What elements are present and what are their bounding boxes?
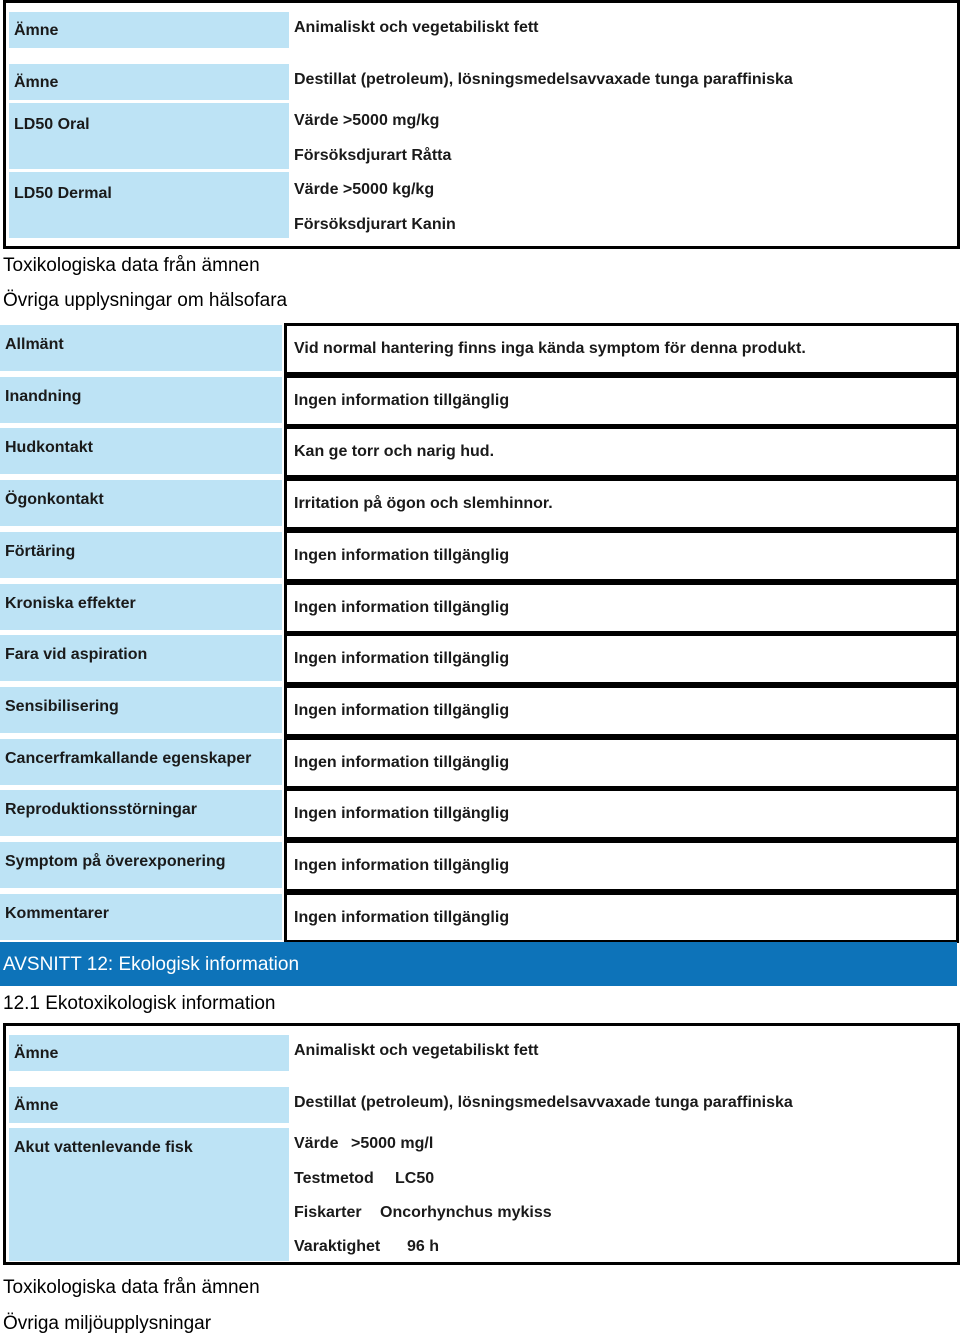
health-row-value: Ingen information tillgänglig (294, 754, 510, 771)
fish-key: Fiskarter (294, 1204, 362, 1221)
tox-row-label (9, 12, 289, 48)
tox-row-label-text: Ämne (14, 22, 59, 39)
fish-key: Varaktighet (294, 1238, 381, 1255)
health-row-value: Irritation på ögon och slemhinnor. (294, 495, 553, 512)
eco-row-label (9, 1035, 289, 1071)
health-row-value: Ingen information tillgänglig (294, 599, 510, 616)
health-row-value: Ingen information tillgänglig (294, 909, 510, 926)
health-row-label (0, 635, 282, 681)
health-row-value: Ingen information tillgänglig (294, 392, 510, 409)
health-row-label (0, 325, 282, 371)
health-row-label (0, 480, 282, 526)
health-row-value: Ingen information tillgänglig (294, 805, 510, 822)
fish-key: Värde (294, 1135, 339, 1152)
health-row-label (0, 584, 282, 630)
health-row-label-text: Inandning (5, 388, 82, 405)
tox-row-label-text: Ämne (14, 74, 59, 91)
tox-row-value: Värde >5000 kg/kg (294, 181, 435, 198)
health-row-label-text: Kroniska effekter (5, 595, 136, 612)
section-12-title: AVSNITT 12: Ekologisk information (3, 954, 300, 975)
health-row-label (0, 842, 282, 888)
tox-row-label (9, 172, 289, 238)
health-row-label-text: Sensibilisering (5, 698, 119, 715)
health-row-value: Vid normal hantering finns inga kända symptom för denna produkt. (294, 340, 806, 357)
tox-row-label-text: LD50 Dermal (14, 185, 112, 202)
tox-row-value: Värde >5000 mg/kg (294, 112, 440, 129)
fish-value: >5000 mg/l (351, 1135, 434, 1152)
section-12-bar (0, 942, 957, 986)
tox-row-value: Försöksdjurart Råtta (294, 147, 452, 164)
health-row-value: Ingen information tillgänglig (294, 547, 510, 564)
eco-row-label-text: Ämne (14, 1097, 59, 1114)
eco-fish-label-text: Akut vattenlevande fisk (14, 1139, 193, 1156)
tox-row-label-text: LD50 Oral (14, 116, 90, 133)
fish-value: 96 h (407, 1238, 440, 1255)
health-row-label-text: Hudkontakt (5, 439, 93, 456)
eco-fish-label (9, 1128, 289, 1261)
other-env-heading: Övriga miljöupplysningar (3, 1313, 212, 1334)
health-row-label-text: Symptom på överexponering (5, 853, 226, 870)
health-row-value: Ingen information tillgänglig (294, 857, 510, 874)
eco-row-value: Animaliskt och vegetabiliskt fett (294, 1042, 539, 1059)
health-row-label (0, 894, 282, 940)
health-row-value: Ingen information tillgänglig (294, 650, 510, 667)
tox-source-heading-2: Toxikologiska data från ämnen (3, 1277, 260, 1298)
tox-row-label (9, 103, 289, 169)
health-row-value: Ingen information tillgänglig (294, 702, 510, 719)
eco-row-label (9, 1087, 289, 1123)
tox-row-value: Försöksdjurart Kanin (294, 216, 456, 233)
health-row-label-text: Ögonkontakt (5, 491, 104, 508)
health-row-label-text: Kommentarer (5, 905, 110, 922)
fish-value: Oncorhynchus mykiss (380, 1204, 552, 1221)
subsection-12-1-title: 12.1 Ekotoxikologisk information (3, 993, 276, 1014)
health-row-label-text: Förtäring (5, 543, 76, 560)
tox-row-value: Destillat (petroleum), lösningsmedelsavvaxade tunga paraffiniska (294, 71, 793, 88)
eco-row-value: Destillat (petroleum), lösningsmedelsavvaxade tunga paraffiniska (294, 1094, 793, 1111)
tox-row-label (9, 64, 289, 100)
fish-value: LC50 (395, 1170, 435, 1187)
health-row-label (0, 739, 282, 785)
other-health-heading: Övriga upplysningar om hälsofara (3, 290, 288, 311)
health-row-label (0, 532, 282, 578)
health-row-label (0, 687, 282, 733)
health-row-value: Kan ge torr och narig hud. (294, 443, 495, 460)
health-row-label-text: Allmänt (5, 336, 64, 353)
tox-source-heading: Toxikologiska data från ämnen (3, 255, 260, 276)
health-row-label (0, 790, 282, 836)
health-row-label-text: Reproduktionsstörningar (5, 801, 198, 818)
health-row-label (0, 428, 282, 474)
health-row-label-text: Fara vid aspiration (5, 646, 148, 663)
fish-key: Testmetod (294, 1170, 374, 1187)
eco-row-label-text: Ämne (14, 1045, 59, 1062)
health-row-label-text: Cancerframkallande egenskaper (5, 750, 252, 767)
tox-row-value: Animaliskt och vegetabiliskt fett (294, 19, 539, 36)
health-row-label (0, 377, 282, 423)
